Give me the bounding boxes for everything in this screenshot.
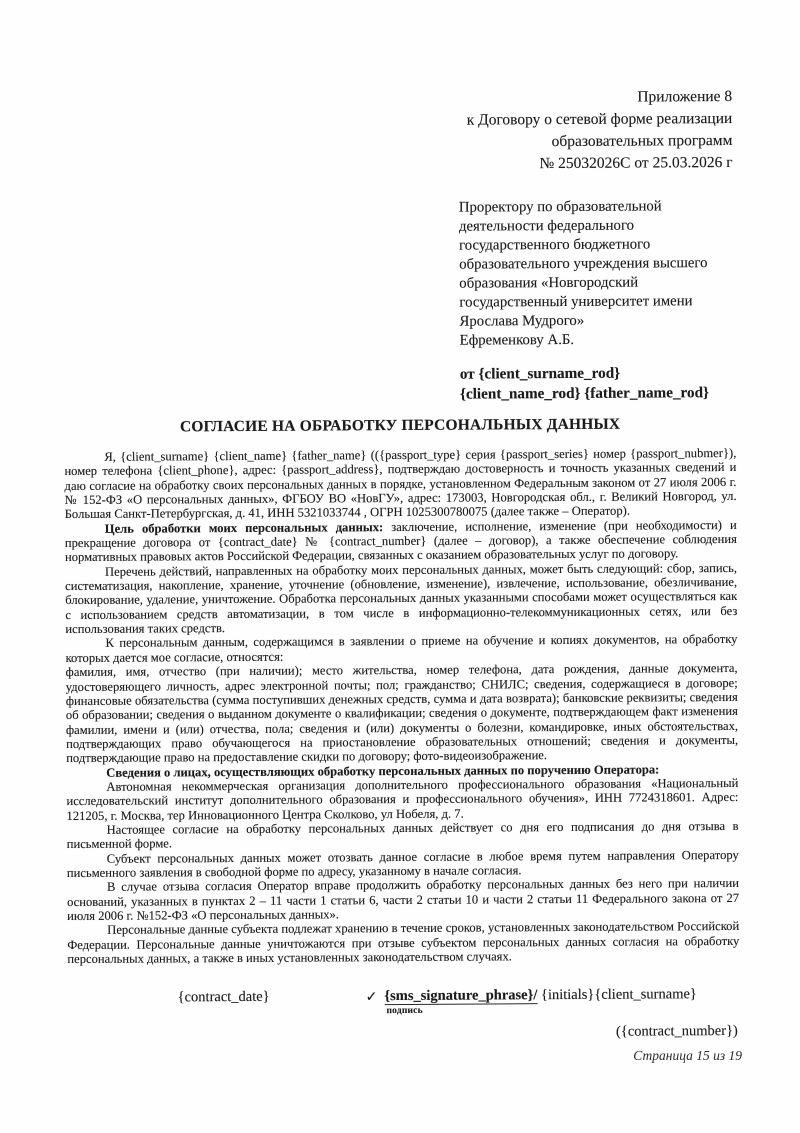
signature-phrase-block xyxy=(384,987,697,1017)
recipient-line: Ярослава Мудрого» xyxy=(459,312,585,330)
paragraph-identity xyxy=(64,446,736,522)
appendix-header-line: к Договору о сетевой форме реализации xyxy=(466,109,733,129)
paragraph-text: фамилия, имя, отчество (при наличии); место жительства, номер телефона, дата рождения, данные документа, удостоверяющего личность, адрес электронной почты; пол; гражданство; СНИЛС; сведения, содержащиеся в договоре; финансовые обязательства (сумма поступивших денежных средств, сумма и дата возврата); банковские реквизиты; сведения об образовании; сведения о выданном документе о квалификации; сведения о документе, подтверждающем факт изменения фамилии, имени и (или) отчества, пола; сведения и (или) документы о болезни, командировке, иных обстоятельствах, подтверждающих право обучающегося на приостановление образовательных отношений; сведения и документы, подтверждающие право на предоставление скидки по договору; фото-видеоизображение. xyxy=(65,661,739,766)
contract-number-placeholder: ({contract_number}) xyxy=(615,1023,738,1041)
signature-group xyxy=(366,987,697,1017)
recipient-block xyxy=(459,197,770,351)
sender-line: от {client_surname_rod} xyxy=(459,364,621,383)
sms-signature-placeholder: {sms_signature_phrase}/ xyxy=(384,987,538,1005)
paragraph-purpose xyxy=(65,518,737,565)
paragraph-processor-org xyxy=(66,776,738,823)
paragraph-text: Субъект персональных данных может отозвать данное согласие в любое время путем направления Оператору письменного заявления в свободной форме по адресу, указанному в начале согласия. xyxy=(66,847,739,881)
signature-caption: подпись xyxy=(386,1006,423,1017)
recipient-line: государственный университет имени xyxy=(459,293,693,311)
document-body xyxy=(64,446,739,966)
signature-line xyxy=(384,987,697,1006)
paragraph-data-list xyxy=(66,661,739,766)
sender-line: {client_name_rod} {father_name_rod} xyxy=(459,383,710,403)
recipient-line: деятельности федерального xyxy=(458,217,635,235)
appendix-header-line: № 25032026С от 25.03.2026 г xyxy=(539,153,733,173)
paragraph-bold-lead: Сведения о лицах, осуществляющих обработку персональных данных по поручению Оператора: xyxy=(106,761,660,780)
paragraph-text: Настоящее согласие на обработку персональных данных действует со дня его подписания до дня отзыва в письменной форме. xyxy=(66,818,739,852)
paragraph-actions xyxy=(65,561,737,637)
recipient-line: образовательного учреждения высшего xyxy=(459,255,708,273)
paragraph-text: Персональные данные субъекта подлежат хранению в течение сроков, установленных законодательством Российской Федерации. Персональные данные уничтожаются при отзыве субъектом персональных данных согласия на обработку персональных данных, а также в иных установленных законодательством случаях. xyxy=(67,919,740,967)
paragraph-text: К персональным данным, содержащимся в заявлении о приеме на обучение и копиях документов, на обработку которых дается мое согласие, относятся: xyxy=(65,632,738,665)
sender-block xyxy=(460,363,770,404)
paragraph-bold-lead: Цель обработки моих персональных данных: xyxy=(104,519,384,536)
paragraph-text: В случае отзыва согласия Оператор вправе продолжить обработку персональных данных без него при наличии оснований, указанных в пунктах 2 – 11 части 1 статьи 6, части 2 статьи 10 и части 2 статьи 11 Федерального закона от 27 июля 2006 г. №152-ФЗ «О персональных данных». xyxy=(67,876,740,924)
document-title: СОГЛАСИЕ НА ОБРАБОТКУ ПЕРСОНАЛЬНЫХ ДАННЫХ xyxy=(179,415,621,436)
paragraph-data-intro xyxy=(65,632,737,665)
appendix-header xyxy=(62,86,735,178)
recipient-line: Ефременкову А.Б. xyxy=(459,331,575,349)
appendix-header-line: Приложение 8 xyxy=(637,87,733,106)
paragraph-text: Я, {client_surname} {client_name} {father_name} (({passport_type} серия {passport_series} номер {passport_nubmer}), номер телефона {client_phone}, адрес: {passport_address}, подтверждаю достоверность и точность указанных сведений и даю согласие на обработку своих персональных данных в порядке, установленном Федеральным законом от 27 июля 2006 г. № 152-ФЗ «О персональных данных», ФГБОУ ВО «НовГУ», адрес: 173003, Новгородская обл., г. Великий Новгород, ул. Большая Санкт-Петербургская, д. 41, ИНН 5321033744 , ОГРН 1025300780075 (далее также – Оператор). xyxy=(64,445,737,522)
signer-name-placeholder: {initials}{client_surname} xyxy=(537,986,697,1004)
recipient-line: образования «Новгородский xyxy=(459,274,639,292)
recipient-line: Проректору по образовательной xyxy=(458,198,662,216)
page-number-label: Страница 15 из 19 xyxy=(633,1048,742,1063)
contract-date-placeholder: {contract_date} xyxy=(177,989,270,1006)
paragraph-text: заключение, исполнение, изменение (при необходимости) и прекращение договора от {contract_date} № {contract_number} (далее – договор), а также обеспечение соблюдения нормативных правовых актов Российской Федерации, связанных с оказанием образовательных услуг по договору. xyxy=(64,517,737,565)
recipient-line: государственного бюджетного xyxy=(458,236,651,254)
signature-row xyxy=(68,986,740,1018)
paragraph-text: Автономная некоммерческая организация дополнительного профессионального образования «Национальный исследовательский институт дополнительного образования и профессионального обучения», ИНН 7724318601. Адрес: 121205, г. Москва, тер Инновационного Центра Сколково, ул Нобеля, д. 7. xyxy=(66,775,739,823)
paragraph-withdrawal-exceptions xyxy=(67,876,739,923)
appendix-header-line: образовательных программ xyxy=(551,131,733,151)
paragraph-text: Перечень действий, направленных на обработку моих персональных данных, может быть следующий: сбор, запись, систематизация, накопление, хранение, уточнение (обновление, изменение), извлечение, использование, обезличивание, блокирование, удаление, уничтожение. Обработка персональных данных указанными способами может осуществляться как с использованием средств автоматизации, в том числе в информационно-телекоммуникационных сетях, или без использования таких средств. xyxy=(65,560,738,637)
paragraph-storage xyxy=(67,919,739,966)
paragraph-validity xyxy=(67,819,739,852)
paragraph-withdrawal xyxy=(67,848,739,881)
checkmark-icon: ✓ xyxy=(365,990,378,1006)
